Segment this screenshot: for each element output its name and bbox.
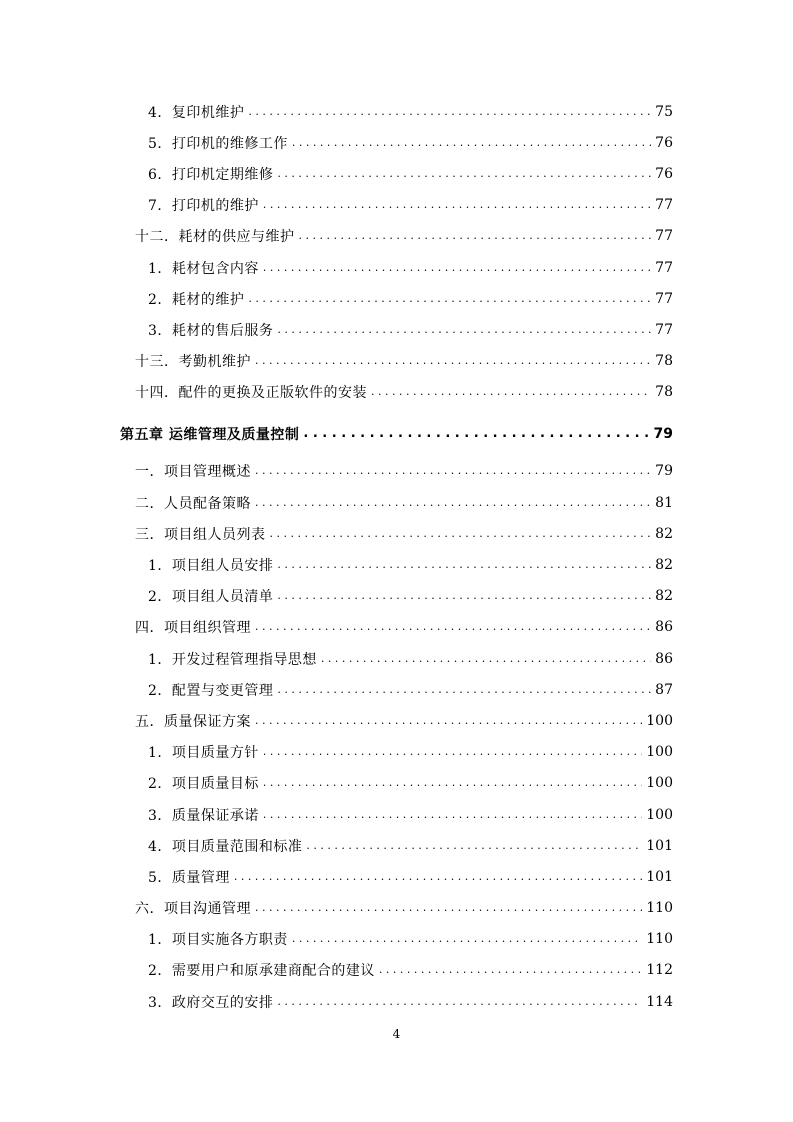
toc-section[interactable]: [0, 456, 793, 487]
toc-section-title: 十三．考勤机维护: [135, 354, 251, 371]
toc-section-page: 110: [646, 900, 673, 917]
toc-section[interactable]: [0, 487, 793, 518]
toc-dot-leader: [292, 930, 642, 946]
toc-section-title: 五．质量保证方案: [135, 713, 251, 730]
toc-entry-page: 101: [646, 837, 673, 854]
toc-entry-title: 2．配置与变更管理: [148, 682, 274, 699]
toc-section[interactable]: [0, 518, 793, 549]
toc-section-page: 86: [655, 619, 673, 636]
toc-entry[interactable]: [0, 674, 793, 705]
toc-section[interactable]: [0, 346, 793, 377]
toc-entry-title: 2．项目组人员清单: [148, 589, 274, 606]
toc-entry-title: 1．项目实施各方职责: [148, 932, 288, 949]
toc-dot-leader: [255, 462, 651, 478]
toc-entry-title: 2．项目质量目标: [148, 776, 259, 793]
toc-section-page: 78: [655, 384, 673, 401]
toc-entry[interactable]: [0, 127, 793, 158]
toc-dot-leader: [277, 556, 651, 572]
toc-section-page: 78: [655, 353, 673, 370]
toc-entry-page: 77: [655, 290, 673, 307]
toc-dot-leader: [255, 618, 651, 634]
toc-entry-page: 76: [655, 134, 673, 151]
toc-dot-leader: [263, 259, 651, 275]
toc-entry[interactable]: [0, 830, 793, 861]
toc-dot-leader: [379, 961, 642, 977]
toc-entry-title: 3．耗材的售后服务: [148, 322, 274, 339]
toc-section-title: 四．项目组织管理: [135, 620, 251, 637]
toc-dot-leader: [371, 383, 651, 399]
toc-dot-leader: [306, 837, 642, 853]
toc-entry[interactable]: [0, 283, 793, 314]
toc-entry[interactable]: [0, 986, 793, 1017]
toc-entry[interactable]: [0, 737, 793, 768]
toc-section[interactable]: [0, 893, 793, 924]
toc-section-title: 十四．配件的更换及正版软件的安装: [135, 385, 367, 402]
toc-entry-page: 87: [655, 681, 673, 698]
toc-section-title: 一．项目管理概述: [135, 464, 251, 481]
toc-entry[interactable]: [0, 314, 793, 345]
toc-entry-page: 100: [646, 806, 673, 823]
toc-entry-page: 100: [646, 744, 673, 761]
toc-entry[interactable]: [0, 955, 793, 986]
toc-entry[interactable]: [0, 581, 793, 612]
toc-chapter-page: 79: [653, 425, 673, 442]
toc-entry[interactable]: [0, 252, 793, 283]
toc-dot-leader: [299, 227, 652, 243]
toc-entry-page: 86: [655, 650, 673, 667]
toc-entry[interactable]: [0, 643, 793, 674]
toc-dot-leader: [277, 165, 651, 181]
toc-dot-leader: [255, 712, 642, 728]
toc-section-page: 77: [655, 228, 673, 245]
toc-entry[interactable]: [0, 861, 793, 892]
toc-entry-page: 112: [646, 962, 673, 979]
toc-section[interactable]: [0, 612, 793, 643]
page-number: 4: [392, 1027, 401, 1041]
toc-entry-page: 82: [655, 588, 673, 605]
toc-section[interactable]: [0, 377, 793, 408]
toc-entry-page: 100: [646, 775, 673, 792]
toc-entry-title: 1．项目组人员安排: [148, 558, 274, 575]
toc-entry-page: 75: [655, 103, 673, 120]
toc-entry-title: 2．需要用户和原承建商配合的建议: [148, 963, 375, 980]
toc-entry-title: 5．质量管理: [148, 869, 230, 886]
toc-section-title: 三．项目组人员列表: [135, 526, 266, 543]
toc-entry-title: 5．打印机的维修工作: [148, 135, 288, 152]
toc-dot-leader: [277, 321, 651, 337]
toc-entry-page: 77: [655, 321, 673, 338]
toc-entry-title: 7．打印机的维护: [148, 198, 259, 215]
toc-entry[interactable]: [0, 158, 793, 189]
toc-entry-title: 6．打印机定期维修: [148, 166, 274, 183]
toc-entry[interactable]: [0, 549, 793, 580]
toc-section-title: 六．项目沟通管理: [135, 901, 251, 918]
toc-dot-leader: [277, 993, 642, 1009]
toc-entry-title: 4．复印机维护: [148, 104, 245, 121]
toc-dot-leader: [248, 103, 651, 119]
toc-entry[interactable]: [0, 190, 793, 221]
toc-dot-leader: [255, 494, 651, 510]
toc-dot-leader: [321, 650, 651, 666]
toc-dot-leader: [263, 196, 651, 212]
toc-dot-leader: [303, 425, 649, 441]
toc-entry-title: 4．项目质量范围和标准: [148, 838, 303, 855]
toc-dot-leader: [263, 774, 642, 790]
table-of-contents: [0, 96, 793, 1017]
toc-entry-page: 77: [655, 259, 673, 276]
toc-entry[interactable]: [0, 924, 793, 955]
toc-dot-leader: [255, 352, 651, 368]
toc-section-page: 79: [655, 463, 673, 480]
toc-chapter[interactable]: [0, 414, 793, 454]
toc-entry-page: 110: [646, 931, 673, 948]
toc-entry-title: 1．开发过程管理指导思想: [148, 651, 317, 668]
toc-section-page: 82: [655, 525, 673, 542]
toc-dot-leader: [277, 587, 651, 603]
toc-entry-page: 114: [646, 993, 673, 1010]
toc-entry[interactable]: [0, 768, 793, 799]
toc-dot-leader: [263, 806, 642, 822]
toc-chapter-title: 第五章 运维管理及质量控制: [120, 426, 300, 443]
toc-entry-title: 1．项目质量方针: [148, 745, 259, 762]
toc-section-page: 100: [646, 712, 673, 729]
toc-dot-leader: [263, 743, 642, 759]
toc-entry[interactable]: [0, 799, 793, 830]
toc-dot-leader: [255, 899, 642, 915]
toc-section-title: 十二．耗材的供应与维护: [135, 229, 295, 246]
toc-entry-page: 77: [655, 197, 673, 214]
toc-dot-leader: [234, 868, 642, 884]
toc-entry-page: 82: [655, 557, 673, 574]
toc-entry-page: 76: [655, 165, 673, 182]
toc-section[interactable]: [0, 221, 793, 252]
toc-section-title: 二．人员配备策略: [135, 495, 251, 512]
toc-entry-title: 2．耗材的维护: [148, 291, 245, 308]
toc-section-page: 81: [655, 494, 673, 511]
toc-dot-leader: [277, 681, 651, 697]
toc-entry[interactable]: [0, 96, 793, 127]
toc-dot-leader: [248, 290, 651, 306]
toc-entry-title: 3．质量保证承诺: [148, 807, 259, 824]
toc-entry-page: 101: [646, 868, 673, 885]
toc-dot-leader: [292, 134, 651, 150]
toc-entry-title: 1．耗材包含内容: [148, 260, 259, 277]
toc-dot-leader: [270, 525, 652, 541]
toc-entry-title: 3．政府交互的安排: [148, 994, 274, 1011]
toc-section[interactable]: [0, 705, 793, 736]
